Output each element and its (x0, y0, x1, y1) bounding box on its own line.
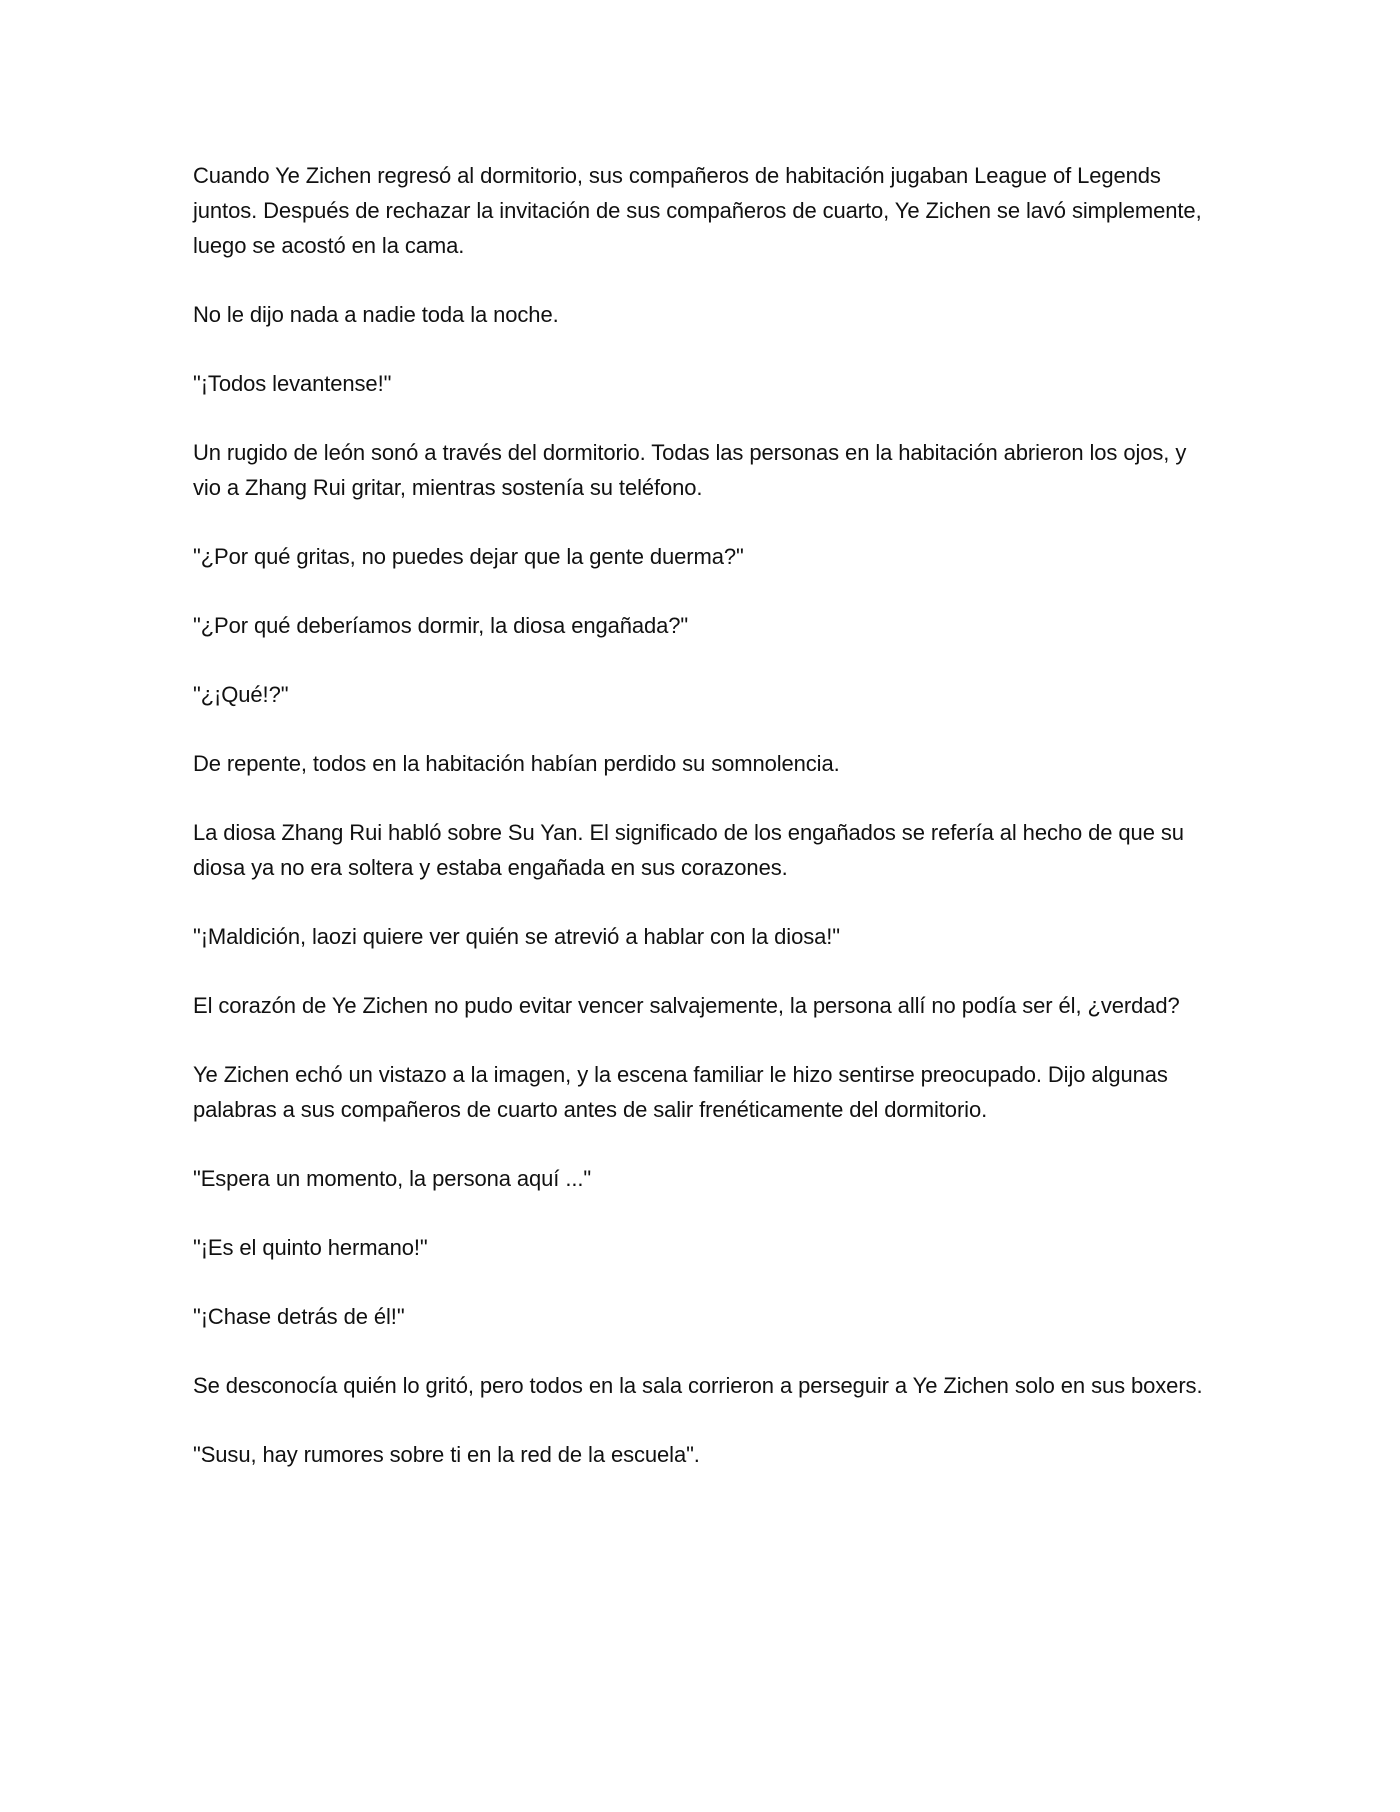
paragraph: "¿Por qué deberíamos dormir, la diosa engañada?" (193, 613, 689, 638)
paragraph: Ye Zichen echó un vistazo a la imagen, y la escena familiar le hizo sentirse preocupado. Dijo algunas palabras a sus compañeros de cuarto antes de salir frenéticamente del dormitorio. (193, 1062, 1168, 1122)
paragraph: El corazón de Ye Zichen no pudo evitar vencer salvajemente, la persona allí no podía ser él, ¿verdad? (193, 993, 1180, 1018)
paragraph: "¡Es el quinto hermano!" (193, 1235, 428, 1260)
paragraph: "Susu, hay rumores sobre ti en la red de la escuela". (193, 1442, 700, 1467)
paragraph: La diosa Zhang Rui habló sobre Su Yan. El significado de los engañados se refería al hecho de que su diosa ya no era soltera y estaba engañada en sus corazones. (193, 820, 1184, 880)
paragraph: Se desconocía quién lo gritó, pero todos en la sala corrieron a perseguir a Ye Zichen solo en sus boxers. (193, 1373, 1203, 1398)
paragraph: Un rugido de león sonó a través del dormitorio. Todas las personas en la habitación abrieron los ojos, y vio a Zhang Rui gritar, mientras sostenía su teléfono. (193, 440, 1187, 500)
paragraph: "¡Todos levantense!" (193, 371, 392, 396)
paragraph: Cuando Ye Zichen regresó al dormitorio, sus compañeros de habitación jugaban League of Legends juntos. Después de rechazar la invitación de sus compañeros de cuarto, Ye Zichen se lavó simplemente, luego se acostó en la cama. (193, 163, 1202, 258)
paragraph: "¿Por qué gritas, no puedes dejar que la gente duerma?" (193, 544, 744, 569)
paragraph: "¡Maldición, laozi quiere ver quién se atrevió a hablar con la diosa!" (193, 924, 840, 949)
paragraph: "Espera un momento, la persona aquí ..." (193, 1166, 592, 1191)
paragraph: De repente, todos en la habitación habían perdido su somnolencia. (193, 751, 840, 776)
document-page (193, 158, 1213, 1506)
paragraph: No le dijo nada a nadie toda la noche. (193, 302, 559, 327)
paragraph: "¿¡Qué!?" (193, 682, 289, 707)
paragraph: "¡Chase detrás de él!" (193, 1304, 405, 1329)
